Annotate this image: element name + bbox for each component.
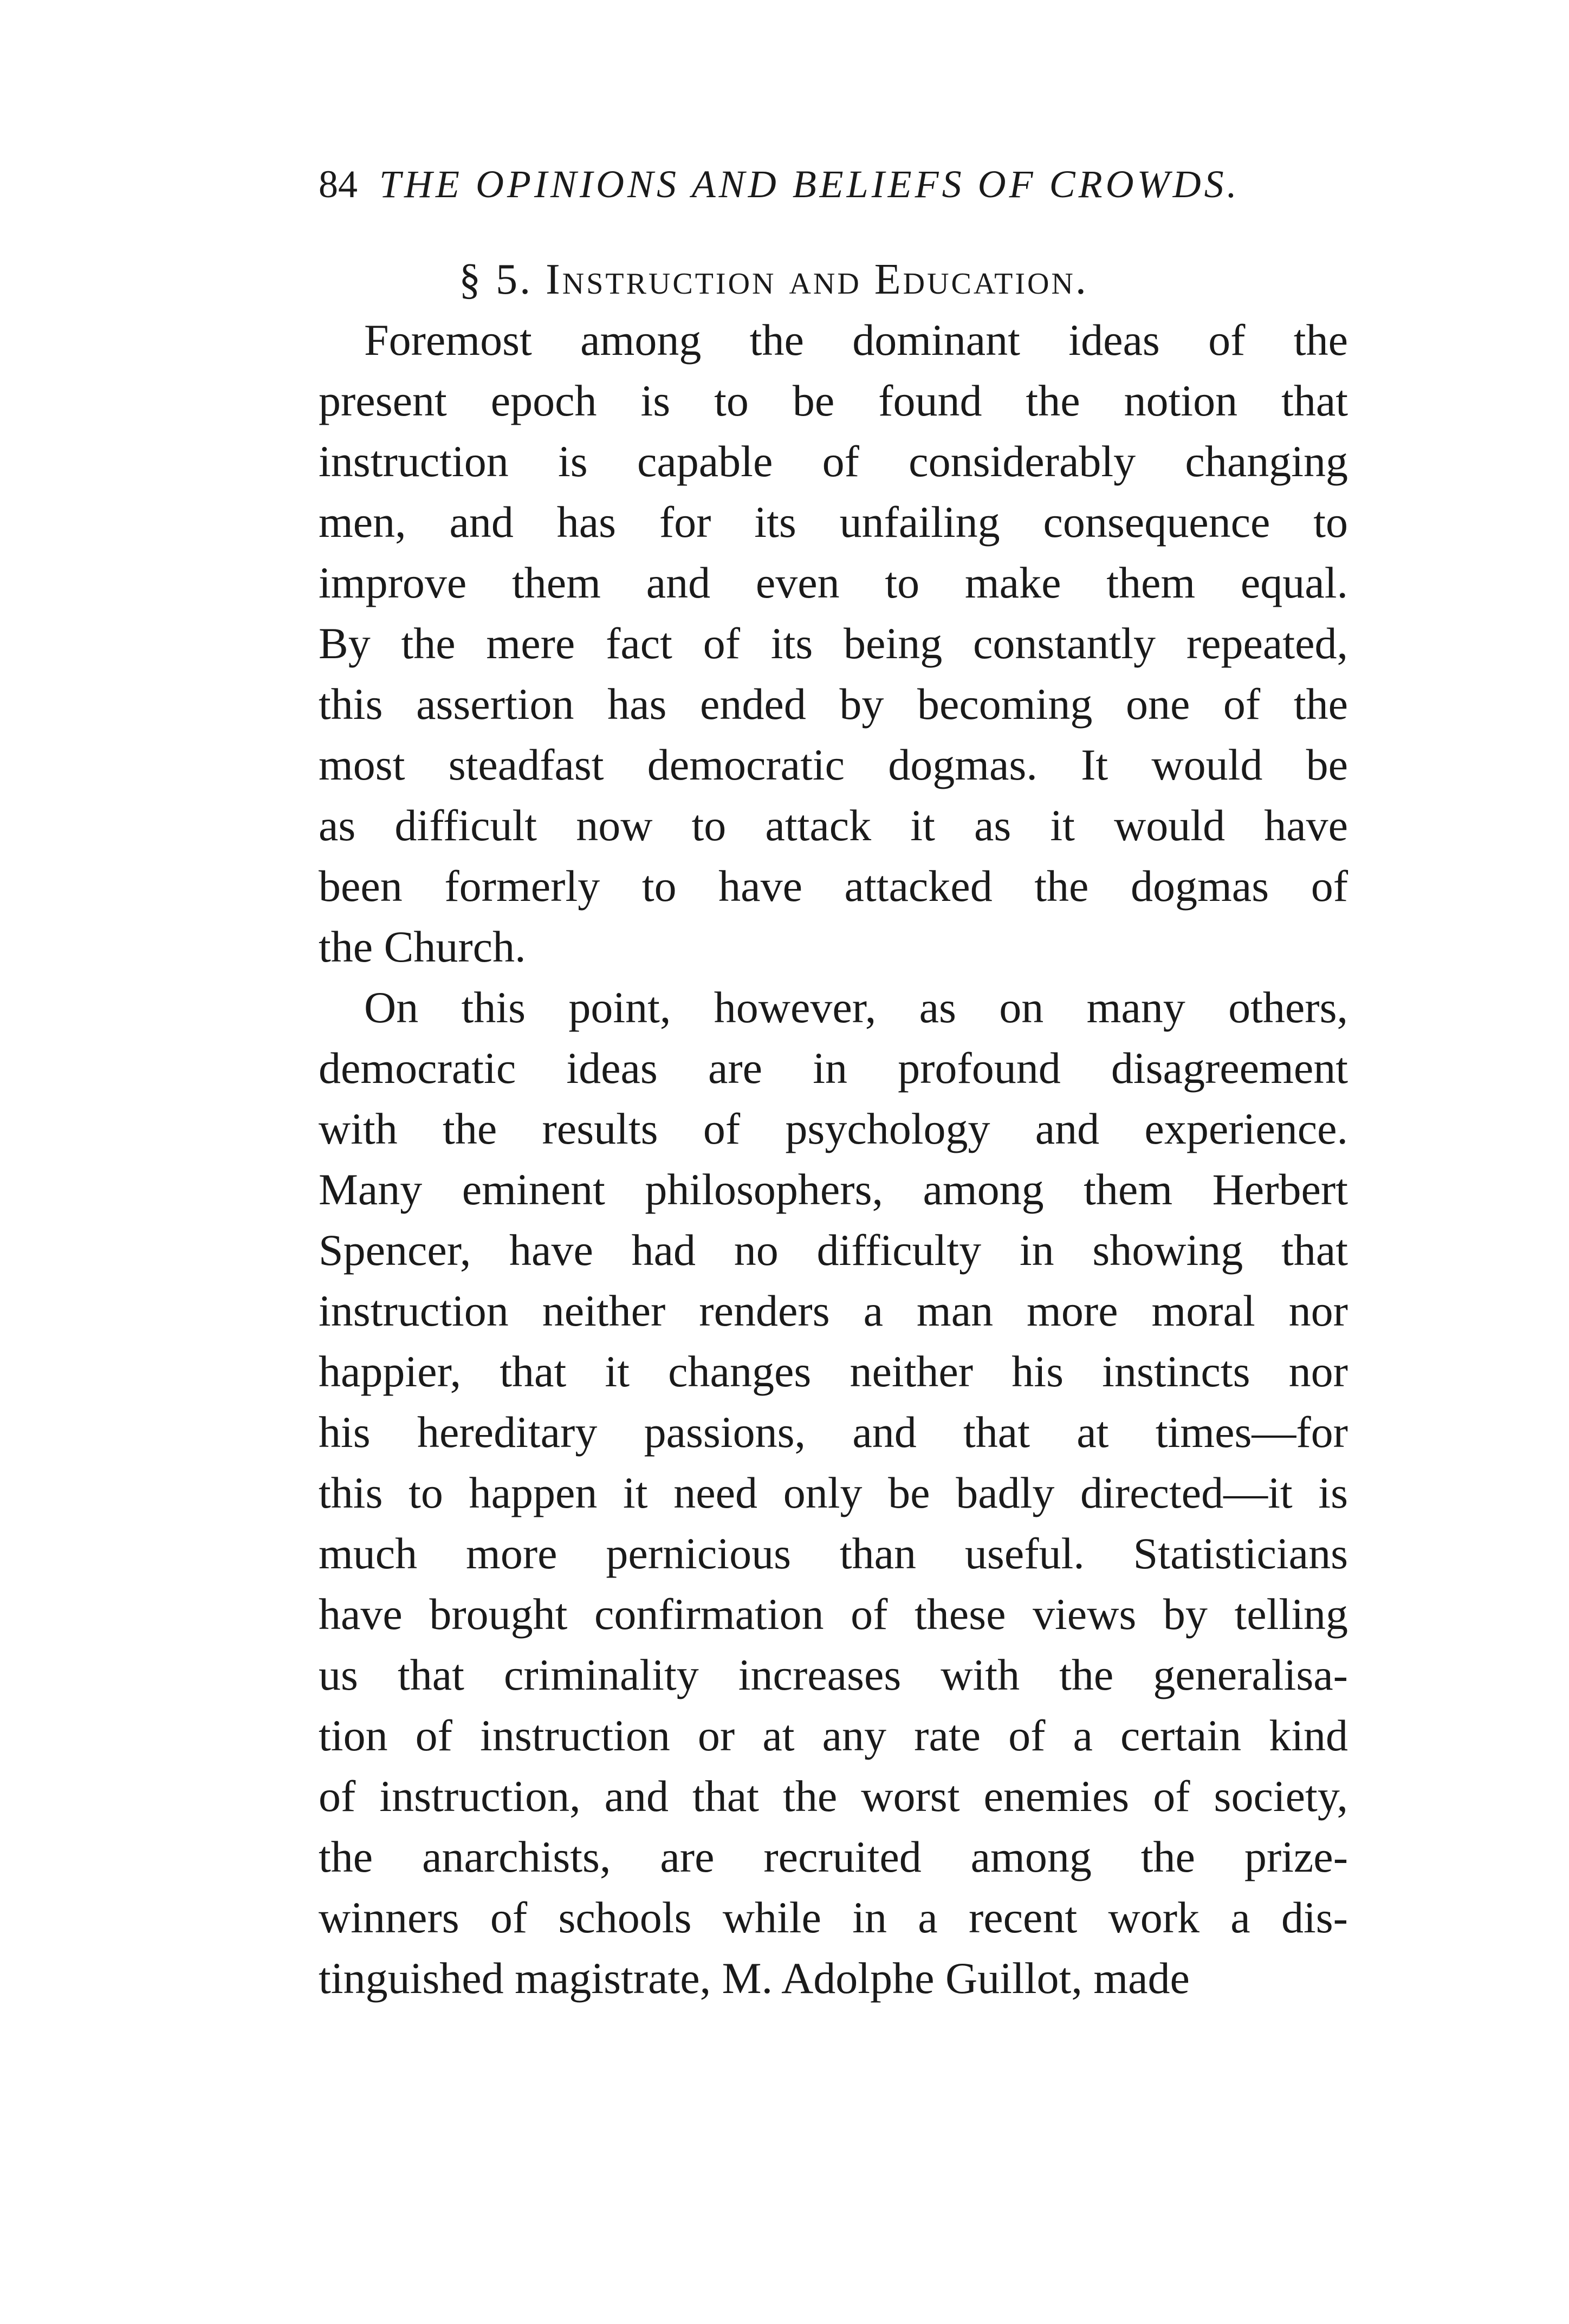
text-line: of instruction, and that the worst enemies of society, [319,1771,1348,1821]
running-title: THE OPINIONS AND BELIEFS OF CROWDS. [379,163,1240,206]
text-line: the Church. [319,922,526,971]
text-line: Foremost among the dominant ideas of the [364,315,1348,365]
text-line: us that criminality increases with the generalisa- [319,1650,1348,1699]
paragraph [319,310,1348,977]
text-line: On this point, however, as on many others, [364,983,1348,1032]
section-heading [0,249,1569,310]
text-line: By the mere fact of its being constantly repeated, [319,619,1348,668]
text-line: this to happen it need only be badly directed—it is [319,1468,1348,1517]
text-line: the anarchists, are recruited among the prize- [319,1832,1348,1881]
paragraph-container [319,310,1348,2009]
section-heading-text: § 5. Instruction and Education. [459,256,1088,303]
text-line: tinguished magistrate, M. Adolphe Guillot, made [319,1953,1190,2003]
text-line: tion of instruction or at any rate of a certain kind [319,1711,1348,1760]
page-number: 84 [319,163,358,206]
running-head [319,154,1348,214]
text-line: Spencer, have had no difficulty in showing that [319,1225,1348,1275]
text-line: with the results of psychology and experience. [319,1104,1348,1153]
text-line: most steadfast democratic dogmas. It would be [319,740,1348,789]
text-line: as difficult now to attack it as it would have [319,801,1348,850]
text-line: his hereditary passions, and that at times—for [319,1407,1348,1457]
text-line: this assertion has ended by becoming one of the [319,679,1348,729]
text-line: much more pernicious than useful. Statisticians [319,1529,1348,1578]
text-line: men, and has for its unfailing consequence to [319,497,1348,547]
text-line: been formerly to have attacked the dogmas of [319,861,1348,911]
text-line: improve them and even to make them equal. [319,558,1348,607]
text-line: Many eminent philosophers, among them Herbert [319,1165,1348,1214]
text-line: happier, that it changes neither his instincts nor [319,1347,1348,1396]
text-line: winners of schools while in a recent work a dis- [319,1893,1348,1942]
paragraph [319,977,1348,2009]
body-text [319,310,1348,2009]
text-line: have brought confirmation of these views by telling [319,1589,1348,1639]
text-line: present epoch is to be found the notion that [319,376,1348,425]
text-line: instruction is capable of considerably changing [319,437,1348,486]
text-line: democratic ideas are in profound disagreement [319,1043,1348,1093]
text-line: instruction neither renders a man more moral nor [319,1286,1348,1335]
